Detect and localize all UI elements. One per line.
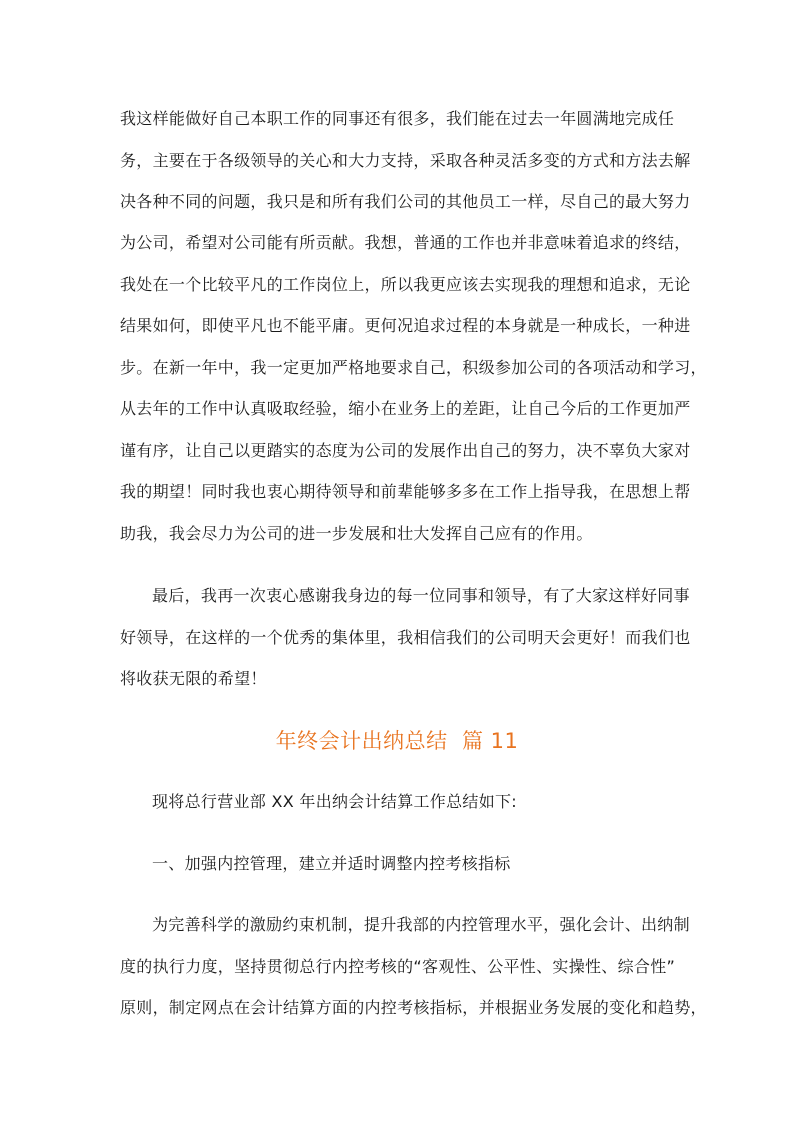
paragraph-line: 我这样能做好自己本职工作的同事还有很多，我们能在过去一年圆满地完成任: [120, 109, 675, 128]
intro-line: 现将总行营业部 XX 年出纳会计结算工作总结如下:: [152, 792, 517, 811]
paragraph-line: 我处在一个比较平凡的工作岗位上，所以我更应该去实现我的理想和追求，无论: [120, 275, 691, 294]
paragraph-line: 为完善科学的激励约束机制，提升我部的内控管理水平，强化会计、出纳制: [152, 915, 690, 934]
paragraph-line: 原则，制定网点在会计结算方面的内控考核指标，并根据业务发展的变化和趋势，: [120, 998, 707, 1017]
paragraph-line: 将收获无限的希望！: [120, 669, 267, 688]
section-heading: 年终会计出纳总结 篇 11: [275, 729, 519, 753]
paragraph-line: 我的期望！同时我也衷心期待领导和前辈能够多多在工作上指导我，在思想上帮: [120, 482, 691, 501]
paragraph-line: 结果如何，即使平凡也不能平庸。更何况追求过程的本身就是一种成长，一种进: [120, 316, 691, 335]
paragraph-line: 决各种不同的问题，我只是和所有我们公司的其他员工一样，尽自己的最大努力: [120, 192, 691, 211]
paragraph-line: 务，主要在于各级领导的关心和大力支持，采取各种灵活多变的方式和方法去解: [120, 151, 691, 170]
subheading: 一、加强内控管理，建立并适时调整内控考核指标: [152, 854, 511, 873]
paragraph-line: 从去年的工作中认真吸取经验，缩小在业务上的差距，让自己今后的工作更加严: [120, 399, 691, 418]
paragraph-line: 好领导，在这样的一个优秀的集体里，我相信我们的公司明天会更好！而我们也: [120, 628, 691, 647]
paragraph-line: 最后，我再一次衷心感谢我身边的每一位同事和领导，有了大家这样好同事: [152, 586, 690, 605]
paragraph-line: 谨有序，让自己以更踏实的态度为公司的发展作出自己的努力，决不辜负大家对: [120, 441, 691, 460]
paragraph-line: 助我，我会尽力为公司的进一步发展和壮大发挥自己应有的作用。: [120, 524, 593, 543]
paragraph-line: 度的执行力度，坚持贯彻总行内控考核的“客观性、公平性、实操性、综合性”: [120, 957, 676, 976]
paragraph-line: 步。在新一年中，我一定更加严格地要求自己，积级参加公司的各项活动和学习，: [120, 358, 707, 377]
paragraph-line: 为公司，希望对公司能有所贡献。我想，普通的工作也并非意味着追求的终结，: [120, 233, 691, 252]
